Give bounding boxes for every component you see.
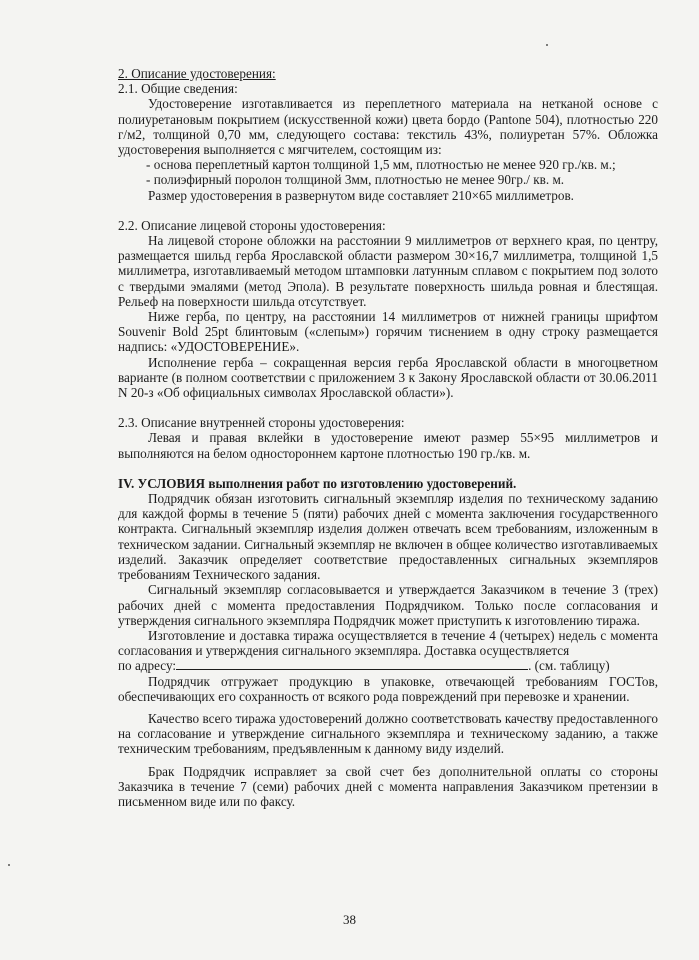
paragraph: На лицевой стороне обложки на расстоянии 9 миллиметров от верхнего края, по центру, размещается шильд герба Ярославской области размером 30×16,7 миллиметра, толщиной 1,5 миллиметра, изготавливаемый методом штамповки латунным сплавом с покрытием под золото с твердыми эмалями (метод Эпола). В результате поверхность шильда ровная и блестящая. Рельеф на поверхности шильда отсутствует.: [118, 233, 658, 309]
paragraph: Удостоверение изготавливается из переплетного материала на нетканой основе с полиуретановым покрытием (искусственной кожи) цвета бордо (Pantone 504), плотностью 220 г/м2, толщиной 0,70 мм, следующего состава: текстиль 43%, полиуретан 57%. Обложка удостоверения выполняется с мягчителем, состоящим из:: [118, 96, 658, 158]
section-4-heading: IV. УСЛОВИЯ выполнения работ по изготовлению удостоверений.: [118, 475, 517, 491]
paragraph: Брак Подрядчик исправляет за свой счет без дополнительной оплаты со стороны Заказчика в течение 7 (семи) рабочих дней с момента направления Заказчиком претензии в письменном виде или по факсу.: [118, 763, 658, 809]
scan-speck: [546, 44, 548, 46]
address-line: [118, 658, 658, 673]
page-number: 38: [343, 912, 356, 927]
paragraph: Исполнение герба – сокращенная версия герба Ярославской области в многоцветном варианте (в полном соответствии с приложением 3 к Закону Ярославской области от 30.06.2011 N 20-з «Об официальных символах Ярославской области»).: [118, 354, 658, 401]
list-item: - основа переплетный картон толщиной 1,5 мм, плотностью не менее 920 гр./кв. м.;: [146, 157, 616, 173]
scan-speck: [8, 864, 10, 866]
paragraph: Левая и правая вклейки в удостоверение имеют размер 55×95 миллиметров и выполняются на белом одностороннем картоне плотностью 190 гр./кв. м.: [118, 430, 658, 461]
address-label: по адресу:: [118, 658, 177, 674]
address-blank-line: [176, 658, 528, 670]
section-2-3-heading: 2.3. Описание внутренней стороны удостоверения:: [118, 415, 405, 431]
section-2-1-heading: 2.1. Общие сведения:: [118, 81, 238, 97]
document-body: [118, 66, 658, 809]
paragraph: Сигнальный экземпляр согласовывается и утверждается Заказчиком в течение 3 (трех) рабочих дней с момента предоставления Подрядчиком. Только после согласования и утверждения сигнального экземпляра Подрядчик может приступить к изготовлению тиража.: [118, 582, 658, 628]
section-2-2-heading: 2.2. Описание лицевой стороны удостоверения:: [118, 217, 386, 233]
paragraph: Изготовление и доставка тиража осуществляется в течение 4 (четырех) недель с момента согласования и утверждения сигнального экземпляра. Доставка осуществляется: [118, 627, 658, 659]
paragraph: Размер удостоверения в развернутом виде составляет 210×65 миллиметров.: [148, 187, 574, 203]
paragraph: Подрядчик отгружает продукцию в упаковке, отвечающей требованиям ГОСТов, обеспечивающих его сохранность от всякого рода повреждений при перевозке и хранении.: [118, 673, 658, 704]
paragraph: Подрядчик обязан изготовить сигнальный экземпляр изделия по техническому заданию для каждой формы в течение 5 (пяти) рабочих дней с момента заключения государственного контракта. Сигнальный экземпляр изделия должен отвечать всем требованиям, изложенным в техническом задании. Сигнальный экземпляр не включен в общее количество изготавливаемых изделий. Заказчик определяет соответствие предоставленных сигнальных экземпляров требованиям Технического задания.: [118, 491, 658, 583]
section-2-heading: 2. Описание удостоверения:: [118, 66, 276, 81]
list-item: - полиэфирный поролон толщиной 3мм, плотностью не менее 90гр./ кв. м.: [146, 172, 565, 188]
paragraph: Ниже герба, по центру, на расстоянии 14 миллиметров от нижней границы шрифтом Souvenir Bold 25pt блинтовым («слепым») горячим тиснением в одну строку размещается надпись: «УДОСТОВЕРЕНИЕ».: [118, 309, 658, 355]
address-tail: . (см. таблицу): [528, 658, 610, 674]
paragraph: Качество всего тиража удостоверений должно соответствовать качеству предоставленного на согласование и утверждение сигнального экземпляра и техническому заданию, а также техническим требованиям, предъявленным к данному виду изделий.: [118, 710, 658, 757]
